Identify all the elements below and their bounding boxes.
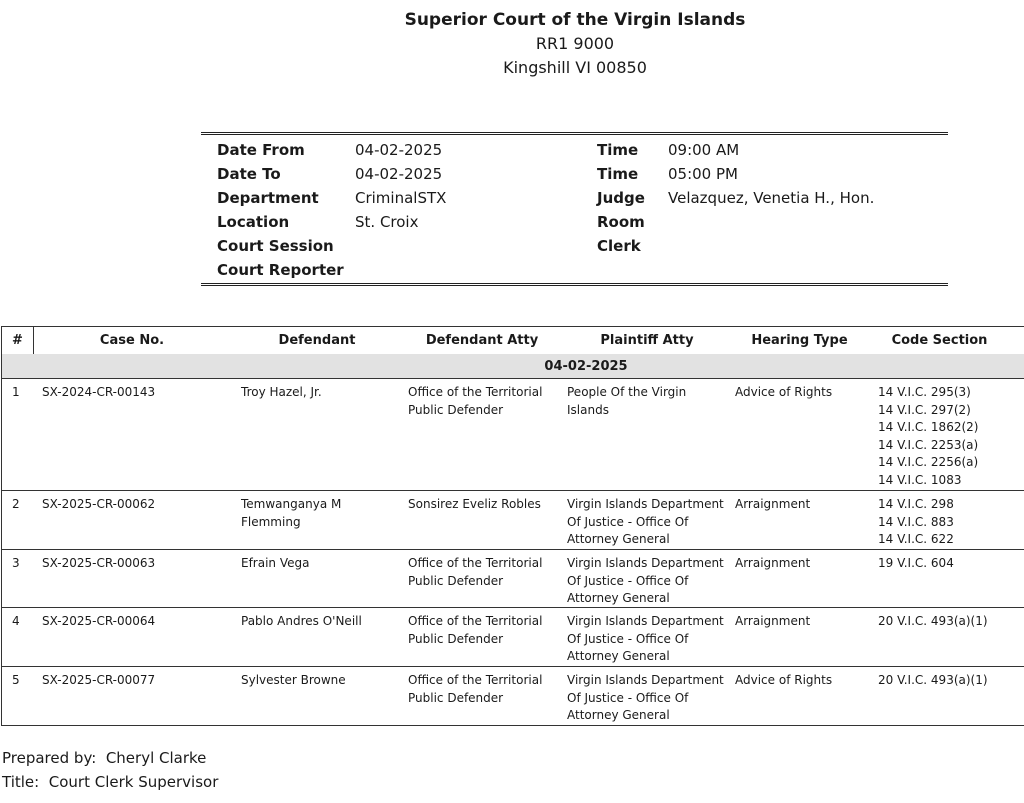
case-no-cell — [42, 672, 155, 690]
time-from-label: Time — [597, 141, 639, 159]
time-to-value: 05:00 PM — [668, 165, 738, 183]
plaintiff-atty-text: Virgin Islands Department — [567, 497, 724, 511]
date-group-row: 04-02-2025 — [2, 354, 1024, 379]
location-value: St. Croix — [355, 213, 419, 231]
case-no-text: SX-2024-CR-00143 — [42, 385, 156, 399]
defendant-atty-cell — [408, 555, 542, 590]
plaintiff-atty-cell — [567, 672, 724, 725]
code-section-text: 14 V.I.C. 2256(a) — [878, 455, 979, 469]
title-label: Title: — [2, 773, 40, 791]
prepared-by-value: Cheryl Clarke — [105, 749, 207, 767]
hearing-type-text: Advice of Rights — [735, 385, 833, 399]
code-section-text: 14 V.I.C. 1862(2) — [878, 420, 979, 434]
judge-value: Velazquez, Venetia H., Hon. — [668, 189, 875, 207]
defendant-text: Temwanganya M — [241, 497, 342, 511]
address-line-1: RR1 9000 — [535, 34, 615, 53]
case-no-text: SX-2025-CR-00062 — [42, 497, 156, 511]
case-no-text: SX-2025-CR-00077 — [42, 673, 156, 687]
table-row — [2, 379, 1024, 491]
hearing-type-text: Advice of Rights — [735, 673, 833, 687]
defendant-atty-text: Public Defender — [408, 402, 504, 417]
defendant-cell — [241, 496, 341, 531]
code-section-text: 14 V.I.C. 298 — [878, 497, 954, 511]
defendant-atty-text: Office of the Territorial — [408, 614, 543, 628]
row-number-text: 5 — [12, 673, 20, 687]
row-number-text: 3 — [12, 556, 20, 570]
plaintiff-atty-cell — [567, 613, 724, 666]
hearing-type-cell — [735, 384, 832, 402]
court-session-label: Court Session — [217, 237, 334, 255]
defendant-atty-text: Sonsirez Eveliz Robles — [408, 497, 541, 511]
column-header-case-no: Case No. — [99, 333, 165, 348]
code-section-text: 19 V.I.C. 604 — [878, 556, 954, 570]
report-header — [0, 8, 1024, 80]
table-header — [2, 327, 1024, 355]
code-section-text: 20 V.I.C. 493(a)(1) — [878, 614, 988, 628]
address-line-2: Kingshill VI 00850 — [503, 58, 647, 77]
case-no-cell — [42, 555, 155, 573]
schedule-table — [1, 326, 1024, 726]
column-header-code-section: Code Section — [891, 333, 988, 348]
defendant-atty-cell — [408, 613, 542, 648]
column-header-plaintiff-atty: Plaintiff Atty — [600, 333, 694, 348]
room-label: Room — [597, 213, 645, 231]
column-header-hearing-type: Hearing Type — [751, 333, 848, 348]
row-number-text: 4 — [12, 614, 20, 628]
hearing-type-cell — [735, 555, 810, 573]
defendant-text: Sylvester Browne — [241, 673, 346, 687]
hearing-type-text: Arraignment — [735, 556, 811, 570]
table-row — [2, 608, 1024, 667]
table-row — [2, 550, 1024, 608]
code-section-text: 14 V.I.C. 622 — [878, 532, 954, 546]
time-to-label: Time — [597, 165, 639, 183]
code-section-text: 20 V.I.C. 493(a)(1) — [878, 673, 988, 687]
plaintiff-atty-text: Attorney General — [567, 708, 670, 722]
defendant-cell — [241, 613, 362, 631]
plaintiff-atty-text: Of Justice - Office Of — [567, 690, 689, 705]
code-section-text: 14 V.I.C. 297(2) — [878, 402, 971, 417]
row-number-cell — [12, 496, 20, 514]
plaintiff-atty-text: Of Justice - Office Of — [567, 573, 689, 588]
defendant-text: Flemming — [241, 514, 301, 529]
date-to-label: Date To — [217, 165, 281, 183]
row-number-text: 1 — [12, 385, 20, 399]
case-no-text: SX-2025-CR-00064 — [42, 614, 156, 628]
code-section-text: 14 V.I.C. 2253(a) — [878, 437, 979, 452]
case-no-cell — [42, 384, 155, 402]
defendant-text: Troy Hazel, Jr. — [241, 385, 322, 399]
plaintiff-atty-text: Of Justice - Office Of — [567, 514, 689, 529]
hearing-type-cell — [735, 613, 810, 631]
hearing-type-cell — [735, 496, 810, 514]
column-header-defendant: Defendant — [278, 333, 356, 348]
defendant-atty-cell — [408, 384, 542, 419]
time-from-value: 09:00 AM — [668, 141, 740, 159]
plaintiff-atty-text: Of Justice - Office Of — [567, 631, 689, 646]
plaintiff-atty-text: People Of the Virgin — [567, 385, 687, 399]
row-number-cell — [12, 555, 20, 573]
plaintiff-atty-cell — [567, 555, 724, 608]
date-to-value: 04-02-2025 — [355, 165, 443, 183]
prepared-by-label: Prepared by: — [2, 749, 97, 767]
date-from-value: 04-02-2025 — [355, 141, 443, 159]
title-line — [2, 770, 218, 794]
code-section-cell — [878, 672, 988, 690]
table-row — [2, 667, 1024, 725]
code-section-text: 14 V.I.C. 883 — [878, 514, 954, 529]
hearing-type-cell — [735, 672, 832, 690]
defendant-cell — [241, 384, 322, 402]
plaintiff-atty-text: Virgin Islands Department — [567, 614, 724, 628]
hearing-type-text: Arraignment — [735, 497, 811, 511]
prepared-by-line — [2, 746, 206, 770]
plaintiff-atty-text: Virgin Islands Department — [567, 673, 724, 687]
defendant-cell — [241, 672, 346, 690]
row-number-text: 2 — [12, 497, 20, 511]
code-section-cell — [878, 613, 988, 631]
column-header-number: # — [2, 327, 34, 354]
plaintiff-atty-text: Islands — [567, 402, 609, 417]
plaintiff-atty-text: Attorney General — [567, 591, 670, 605]
defendant-atty-text: Public Defender — [408, 631, 504, 646]
code-section-text: 14 V.I.C. 295(3) — [878, 385, 971, 399]
row-number-cell — [12, 384, 20, 402]
defendant-atty-text: Public Defender — [408, 573, 504, 588]
date-from-label: Date From — [217, 141, 305, 159]
defendant-atty-text: Office of the Territorial — [408, 673, 543, 687]
case-no-cell — [42, 613, 155, 631]
column-header-defendant-atty: Defendant Atty — [425, 333, 539, 348]
title-value: Court Clerk Supervisor — [48, 773, 219, 791]
code-section-cell — [878, 384, 978, 489]
location-label: Location — [217, 213, 290, 231]
code-section-cell — [878, 496, 954, 549]
code-section-text: 14 V.I.C. 1083 — [878, 472, 962, 487]
defendant-atty-cell — [408, 672, 542, 707]
judge-label: Judge — [597, 189, 645, 207]
plaintiff-atty-text: Virgin Islands Department — [567, 556, 724, 570]
court-reporter-label: Court Reporter — [217, 261, 344, 279]
hearing-type-text: Arraignment — [735, 614, 811, 628]
case-no-cell — [42, 496, 155, 514]
defendant-atty-text: Office of the Territorial — [408, 556, 543, 570]
defendant-cell — [241, 555, 309, 573]
case-no-text: SX-2025-CR-00063 — [42, 556, 156, 570]
plaintiff-atty-text: Attorney General — [567, 649, 670, 663]
defendant-atty-text: Office of the Territorial — [408, 385, 543, 399]
defendant-text: Efrain Vega — [241, 556, 310, 570]
clerk-label: Clerk — [597, 237, 641, 255]
defendant-atty-cell — [408, 496, 541, 514]
row-number-cell — [12, 613, 20, 631]
table-row — [2, 491, 1024, 550]
plaintiff-atty-cell — [567, 496, 724, 549]
plaintiff-atty-cell — [567, 384, 686, 419]
defendant-text: Pablo Andres O'Neill — [241, 614, 362, 628]
defendant-atty-text: Public Defender — [408, 690, 504, 705]
session-info-panel — [201, 132, 948, 286]
plaintiff-atty-text: Attorney General — [567, 532, 670, 546]
department-value: CriminalSTX — [355, 189, 447, 207]
department-label: Department — [217, 189, 319, 207]
row-number-cell — [12, 672, 20, 690]
court-name: Superior Court of the Virgin Islands — [404, 10, 746, 30]
code-section-cell — [878, 555, 954, 573]
